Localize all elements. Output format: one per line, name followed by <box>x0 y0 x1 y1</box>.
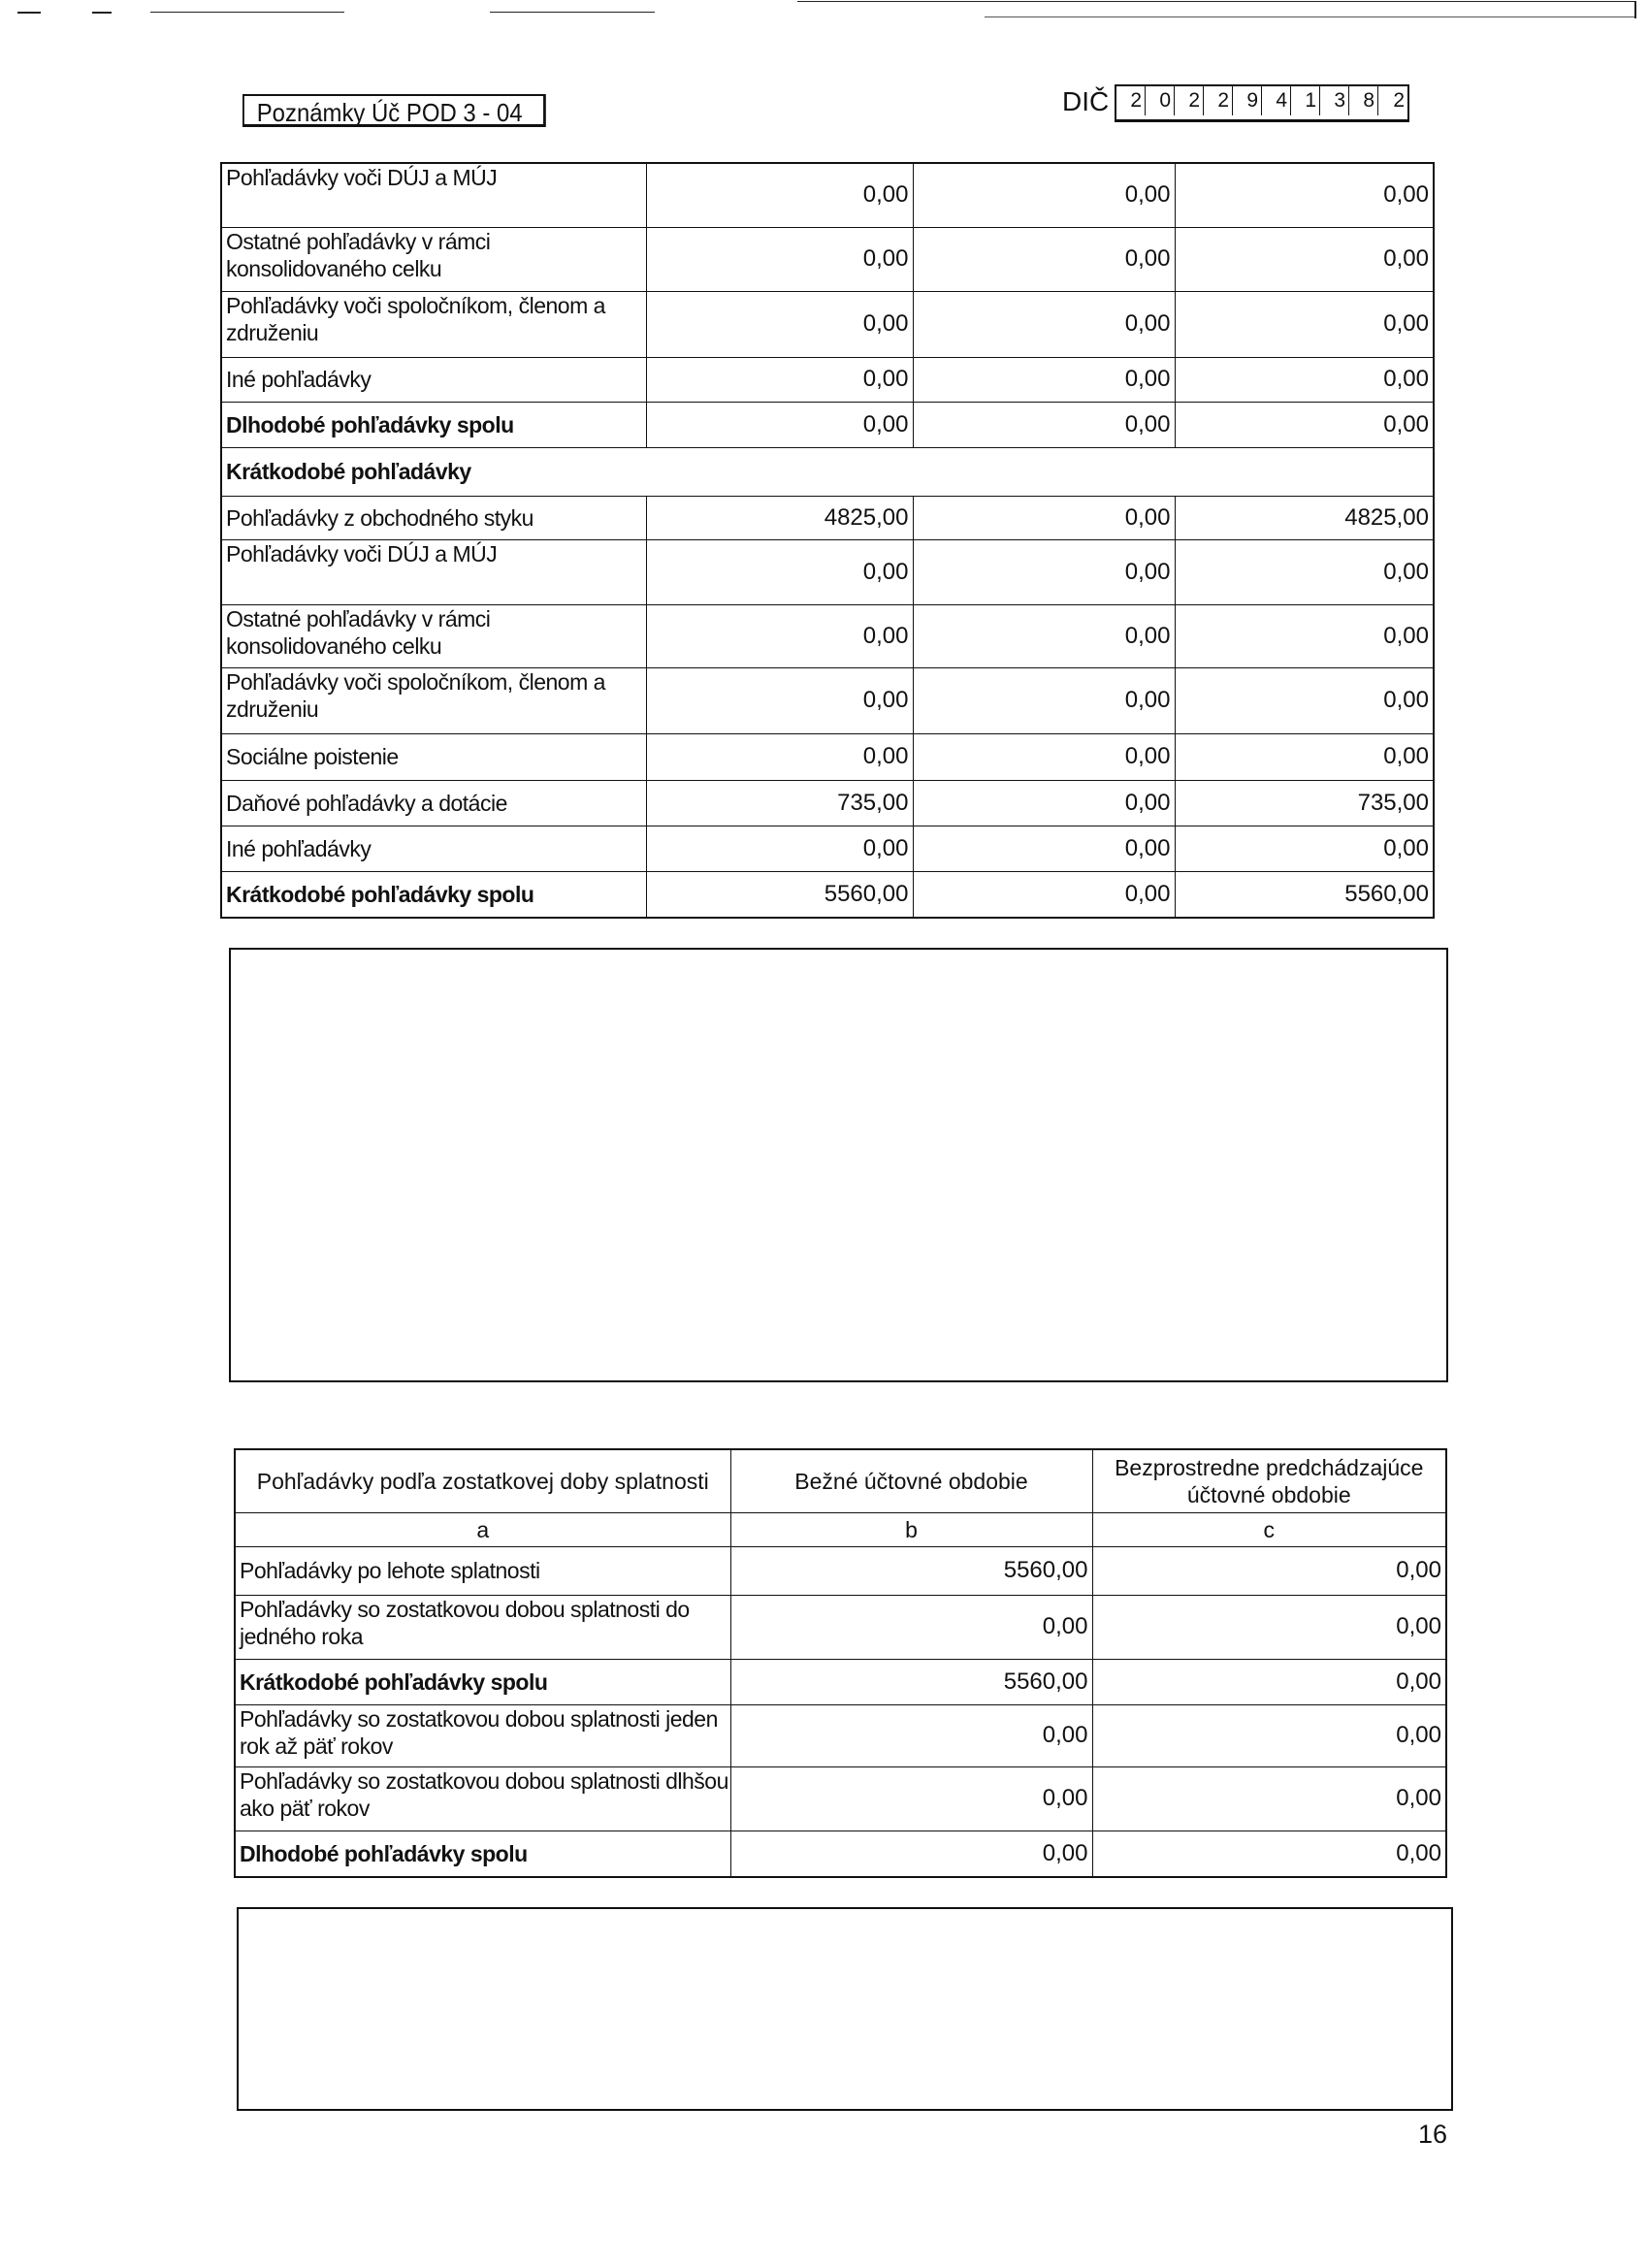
cell-value: 0,00 <box>730 1704 1092 1766</box>
section-header: Krátkodobé pohľadávky <box>221 447 1434 496</box>
row-label: Pohľadávky z obchodného styku <box>221 496 646 539</box>
dic-number <box>1115 84 1409 122</box>
form-title: Poznámky Úč POD 3 - 04 <box>242 94 546 127</box>
cell-value: 0,00 <box>913 163 1175 227</box>
cell-value: 0,00 <box>1175 291 1434 357</box>
scan-artifact <box>17 12 41 14</box>
receivables-table <box>220 162 1435 919</box>
receivables-by-maturity-table <box>234 1448 1447 1878</box>
table-row <box>221 604 1434 667</box>
table-row <box>235 1766 1446 1831</box>
row-label: Daňové pohľadávky a dotácie <box>221 780 646 826</box>
table-row <box>221 871 1434 918</box>
table-row <box>221 402 1434 447</box>
dic-digit: 8 <box>1349 86 1378 115</box>
cell-value: 0,00 <box>646 357 913 402</box>
cell-value: 0,00 <box>913 780 1175 826</box>
cell-value: 0,00 <box>913 604 1175 667</box>
cell-value: 0,00 <box>1175 227 1434 291</box>
column-letter: c <box>1092 1512 1446 1546</box>
cell-value: 0,00 <box>913 667 1175 733</box>
row-label: Iné pohľadávky <box>221 357 646 402</box>
dic-digit: 1 <box>1291 86 1320 115</box>
row-label: Pohľadávky so zostatkovou dobou splatnosti jeden rok až päť rokov <box>235 1704 730 1766</box>
table-row <box>221 733 1434 780</box>
cell-value: 0,00 <box>913 227 1175 291</box>
cell-value: 0,00 <box>913 826 1175 871</box>
cell-value: 0,00 <box>1175 733 1434 780</box>
cell-value: 0,00 <box>646 163 913 227</box>
cell-value: 0,00 <box>1092 1546 1446 1595</box>
column-header: Pohľadávky podľa zostatkovej doby splatnosti <box>235 1449 730 1512</box>
cell-value: 5560,00 <box>730 1659 1092 1704</box>
table-row <box>221 291 1434 357</box>
cell-value: 0,00 <box>730 1595 1092 1659</box>
cell-value: 0,00 <box>913 496 1175 539</box>
table-row <box>221 826 1434 871</box>
cell-value: 0,00 <box>646 227 913 291</box>
cell-value: 0,00 <box>1175 357 1434 402</box>
cell-value: 0,00 <box>646 539 913 604</box>
row-label: Iné pohľadávky <box>221 826 646 871</box>
column-letter-row <box>235 1512 1446 1546</box>
notes-box <box>229 948 1448 1382</box>
header-row <box>235 1449 1446 1512</box>
cell-value: 0,00 <box>1092 1595 1446 1659</box>
row-label: Pohľadávky voči DÚJ a MÚJ <box>221 539 646 604</box>
dic-digit: 2 <box>1175 86 1204 115</box>
cell-value: 4825,00 <box>646 496 913 539</box>
cell-value: 0,00 <box>730 1831 1092 1877</box>
row-label: Sociálne poistenie <box>221 733 646 780</box>
cell-value: 0,00 <box>1092 1766 1446 1831</box>
dic-digit: 2 <box>1393 89 1405 112</box>
row-label: Pohľadávky so zostatkovou dobou splatnosti do jedného roka <box>235 1595 730 1659</box>
scan-artifact <box>797 1 1636 2</box>
scan-artifact <box>92 12 112 14</box>
cell-value: 5560,00 <box>646 871 913 918</box>
cell-value: 0,00 <box>913 291 1175 357</box>
table-row <box>235 1704 1446 1766</box>
column-header: Bežné účtovné obdobie <box>730 1449 1092 1512</box>
table-row <box>235 1546 1446 1595</box>
cell-value: 0,00 <box>1175 163 1434 227</box>
dic-digit: 0 <box>1146 86 1175 115</box>
notes-box <box>237 1907 1453 2111</box>
scan-artifact <box>150 12 344 13</box>
cell-value: 0,00 <box>646 604 913 667</box>
table-row <box>221 163 1434 227</box>
section-header-row <box>221 447 1434 496</box>
cell-value: 735,00 <box>646 780 913 826</box>
column-letter: a <box>235 1512 730 1546</box>
table-row <box>221 496 1434 539</box>
cell-value: 0,00 <box>913 402 1175 447</box>
column-header: Bezprostredne predchádzajúce účtovné obdobie <box>1092 1449 1446 1512</box>
row-label: Pohľadávky voči DÚJ a MÚJ <box>221 163 646 227</box>
page-number: 16 <box>1418 2120 1448 2149</box>
cell-value: 0,00 <box>1175 604 1434 667</box>
cell-value: 0,00 <box>646 826 913 871</box>
cell-value: 0,00 <box>913 357 1175 402</box>
cell-value: 0,00 <box>646 291 913 357</box>
cell-value: 0,00 <box>730 1766 1092 1831</box>
cell-value: 0,00 <box>1092 1704 1446 1766</box>
scan-artifact <box>1634 1 1636 18</box>
scan-artifact <box>490 12 655 13</box>
cell-value: 735,00 <box>1175 780 1434 826</box>
row-label: Pohľadávky voči spoločníkom, členom a združeniu <box>221 667 646 733</box>
cell-value: 0,00 <box>646 667 913 733</box>
cell-value: 5560,00 <box>730 1546 1092 1595</box>
table-row <box>221 667 1434 733</box>
cell-value: 5560,00 <box>1175 871 1434 918</box>
cell-value: 0,00 <box>1175 826 1434 871</box>
dic-digit: 4 <box>1262 86 1291 115</box>
table-row <box>235 1659 1446 1704</box>
dic-label: DIČ <box>1062 86 1110 116</box>
row-label: Pohľadávky po lehote splatnosti <box>235 1546 730 1595</box>
row-label: Pohľadávky voči spoločníkom, členom a združeniu <box>221 291 646 357</box>
table-row <box>221 539 1434 604</box>
table-row <box>235 1595 1446 1659</box>
cell-value: 0,00 <box>646 402 913 447</box>
cell-value: 0,00 <box>1092 1659 1446 1704</box>
row-label: Pohľadávky so zostatkovou dobou splatnosti dlhšou ako päť rokov <box>235 1766 730 1831</box>
row-label: Dlhodobé pohľadávky spolu <box>221 402 646 447</box>
table-row <box>235 1831 1446 1877</box>
scan-artifact <box>985 16 1634 17</box>
row-label: Krátkodobé pohľadávky spolu <box>235 1659 730 1704</box>
dic-digit: 2 <box>1204 86 1233 115</box>
cell-value: 0,00 <box>913 871 1175 918</box>
cell-value: 4825,00 <box>1175 496 1434 539</box>
table-row <box>221 780 1434 826</box>
cell-value: 0,00 <box>1175 402 1434 447</box>
table-row <box>221 227 1434 291</box>
cell-value: 0,00 <box>1175 667 1434 733</box>
row-label: Ostatné pohľadávky v rámci konsolidovaného celku <box>221 604 646 667</box>
cell-value: 0,00 <box>913 733 1175 780</box>
cell-value: 0,00 <box>646 733 913 780</box>
row-label: Ostatné pohľadávky v rámci konsolidovaného celku <box>221 227 646 291</box>
dic-digit: 2 <box>1116 86 1146 115</box>
cell-value: 0,00 <box>913 539 1175 604</box>
row-label: Krátkodobé pohľadávky spolu <box>221 871 646 918</box>
dic-digit: 9 <box>1233 86 1262 115</box>
column-letter: b <box>730 1512 1092 1546</box>
row-label: Dlhodobé pohľadávky spolu <box>235 1831 730 1877</box>
cell-value: 0,00 <box>1092 1831 1446 1877</box>
table-row <box>221 357 1434 402</box>
dic-digit: 3 <box>1320 86 1349 115</box>
cell-value: 0,00 <box>1175 539 1434 604</box>
